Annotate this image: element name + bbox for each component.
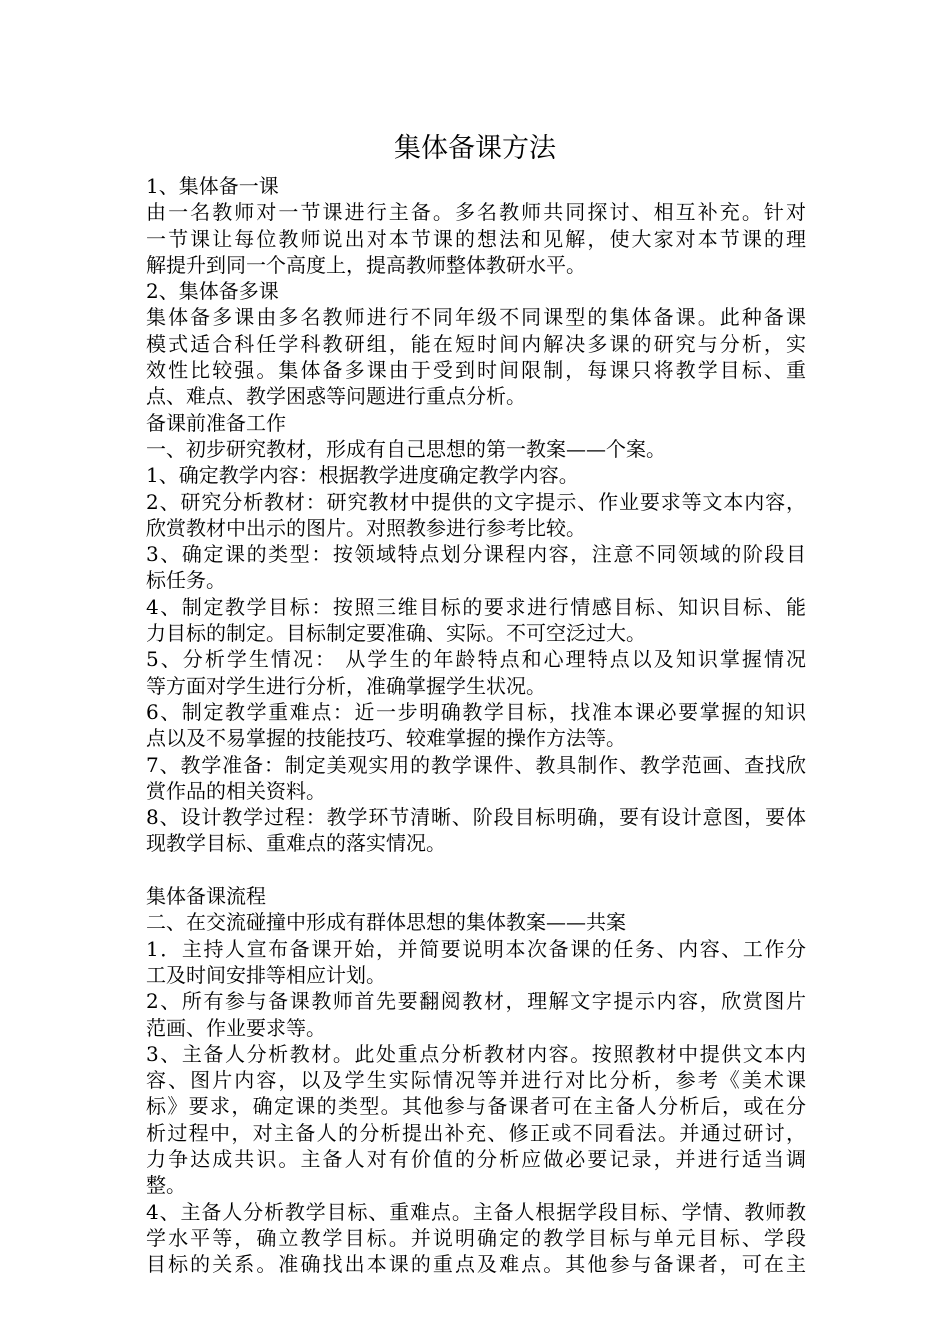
text-line: 1．主持人宣布备课开始，并简要说明本次备课的任务、内容、工作分	[146, 936, 806, 961]
text-line: 力争达成共识。主备人对有价值的分析应做必要记录，并进行适当调	[146, 1146, 806, 1171]
text-line: 工及时间安排等相应计划。	[146, 962, 386, 987]
text-line: 3、主备人分析教材。此处重点分析教材内容。按照教材中提供文本内	[146, 1041, 806, 1066]
text-line: 4、主备人分析教学目标、重难点。主备人根据学段目标、学情、教师教	[146, 1199, 806, 1224]
text-line: 点以及不易掌握的技能技巧、较难掌握的操作方法等。	[146, 726, 626, 751]
text-line: 7、教学准备：制定美观实用的教学课件、教具制作、教学范画、查找欣	[146, 752, 806, 777]
document-title: 集体备课方法	[394, 133, 556, 164]
text-line: 标任务。	[146, 568, 226, 593]
blank-line	[146, 857, 806, 883]
text-line: 欣赏教材中出示的图片。对照教参进行参考比较。	[146, 515, 586, 540]
text-line: 8、设计教学过程：教学环节清晰、阶段目标明确，要有设计意图，要体	[146, 805, 806, 830]
text-line: 力目标的制定。目标制定要准确、实际。不可空泛过大。	[146, 621, 646, 646]
text-line: 二、在交流碰撞中形成有群体思想的集体教案——共案	[146, 910, 626, 935]
text-line: 2、集体备多课	[146, 279, 279, 304]
text-line: 学水平等，确立教学目标。并说明确定的教学目标与单元目标、学段	[146, 1225, 806, 1250]
text-line: 一节课让每位教师说出对本节课的想法和见解，使大家对本节课的理	[146, 226, 806, 251]
text-line: 效性比较强。集体备多课由于受到时间限制，每课只将教学目标、重	[146, 358, 806, 383]
text-line: 解提升到同一个高度上，提高教师整体教研水平。	[146, 252, 586, 277]
text-line: 4、制定教学目标：按照三维目标的要求进行情感目标、知识目标、能	[146, 594, 806, 619]
text-line: 标》要求，确定课的类型。其他参与备课者可在主备人分析后，或在分	[146, 1094, 806, 1119]
text-line: 备课前准备工作	[146, 410, 286, 435]
text-line: 集体备多课由多名教师进行不同年级不同课型的集体备课。此种备课	[146, 305, 806, 330]
text-line: 1、确定教学内容：根据教学进度确定教学内容。	[146, 463, 579, 488]
document-body	[146, 173, 806, 1277]
text-line: 目标的关系。准确找出本课的重点及难点。其他参与备课者，可在主	[146, 1252, 806, 1277]
text-line: 一、初步研究教材，形成有自己思想的第一教案——个案。	[146, 436, 666, 461]
text-line: 等方面对学生进行分析，准确掌握学生状况。	[146, 673, 546, 698]
text-line: 3、确定课的类型：按领域特点划分课程内容，注意不同领域的阶段目	[146, 542, 806, 567]
text-line: 模式适合科任学科教研组，能在短时间内解决多课的研究与分析，实	[146, 331, 806, 356]
text-line: 析过程中，对主备人的分析提出补充、修正或不同看法。并通过研讨，	[146, 1120, 806, 1145]
text-line: 5、分析学生情况： 从学生的年龄特点和心理特点以及知识掌握情况	[146, 647, 806, 672]
text-line: 现教学目标、重难点的落实情况。	[146, 831, 446, 856]
text-line: 整。	[146, 1173, 186, 1198]
text-line: 6、制定教学重难点：近一步明确教学目标，找准本课必要掌握的知识	[146, 699, 806, 724]
text-line: 由一名教师对一节课进行主备。多名教师共同探讨、相互补充。针对	[146, 200, 806, 225]
text-line: 1、集体备一课	[146, 174, 279, 198]
text-line: 2、研究分析教材：研究教材中提供的文字提示、作业要求等文本内容，	[146, 489, 806, 514]
text-line: 赏作品的相关资料。	[146, 778, 326, 803]
text-line: 容、图片内容，以及学生实际情况等并进行对比分析，参考《美术课	[146, 1068, 806, 1093]
text-line: 集体备课流程	[146, 884, 266, 909]
text-line: 2、所有参与备课教师首先要翻阅教材，理解文字提示内容，欣赏图片	[146, 989, 806, 1014]
text-line: 点、难点、教学困惑等问题进行重点分析。	[146, 384, 526, 409]
text-line: 范画、作业要求等。	[146, 1015, 326, 1040]
